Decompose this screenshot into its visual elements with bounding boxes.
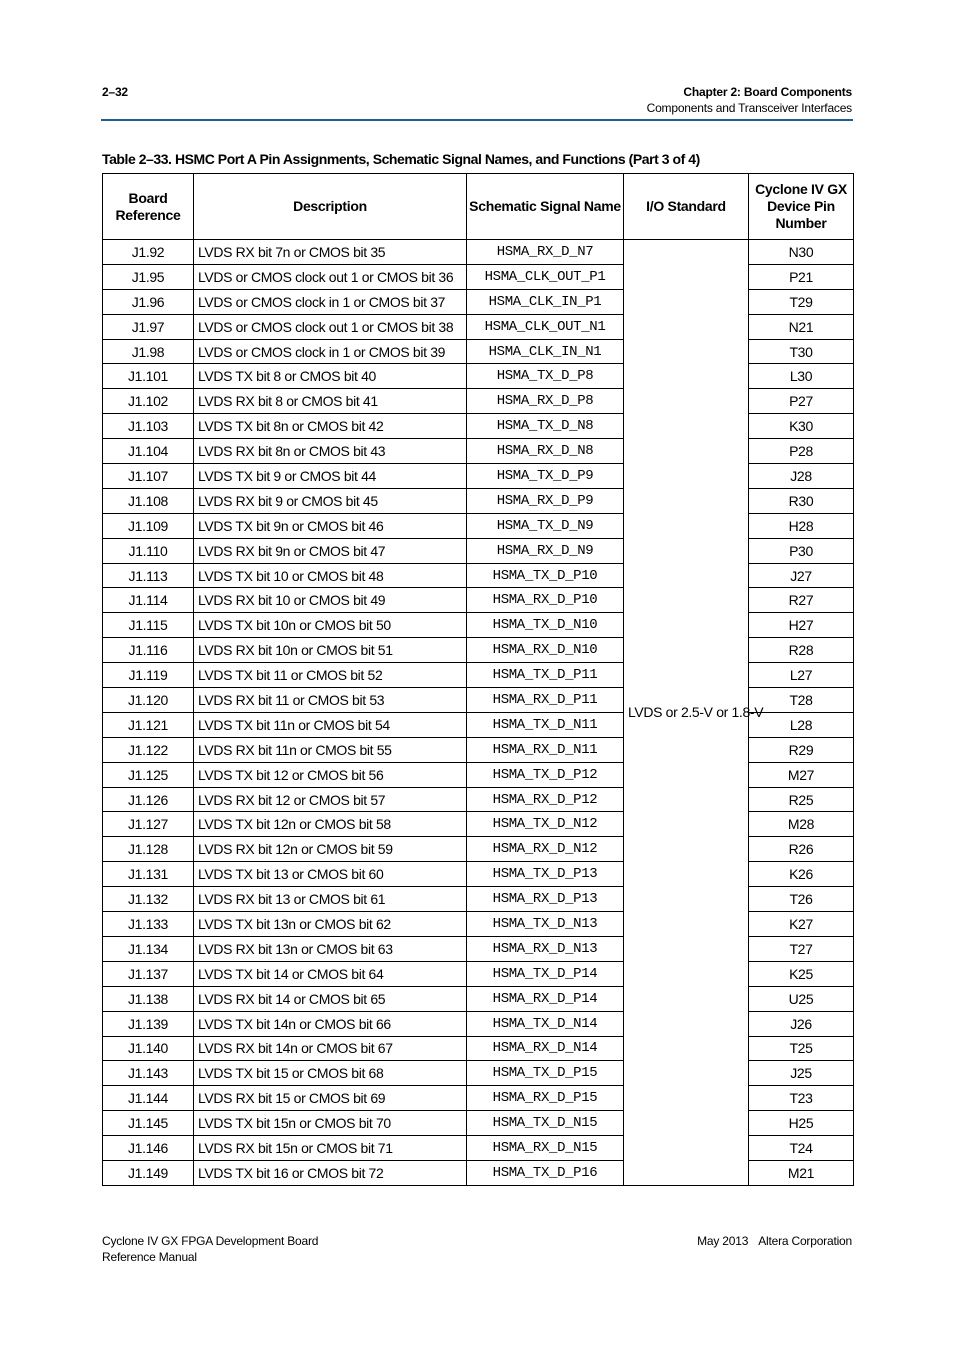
column-header-schematic-signal-name: Schematic Signal Name	[467, 174, 624, 240]
description-cell: LVDS TX bit 9 or CMOS bit 44	[194, 464, 467, 489]
signal-name-cell: HSMA_RX_D_N9	[467, 538, 624, 563]
device-pin-cell: K27	[749, 912, 854, 937]
device-pin-cell: N30	[749, 240, 854, 265]
board-reference-cell: J1.131	[103, 862, 194, 887]
device-pin-cell: T26	[749, 887, 854, 912]
table-caption: Table 2–33. HSMC Port A Pin Assignments, Schematic Signal Names, and Functions (Part 3 of 4)	[102, 151, 700, 167]
device-pin-cell: T25	[749, 1036, 854, 1061]
description-cell: LVDS RX bit 8 or CMOS bit 41	[194, 389, 467, 414]
device-pin-cell: R25	[749, 787, 854, 812]
running-header	[647, 84, 852, 116]
description-cell: LVDS RX bit 8n or CMOS bit 43	[194, 439, 467, 464]
pin-assignment-table	[102, 173, 854, 1186]
device-pin-cell: P28	[749, 439, 854, 464]
description-cell: LVDS TX bit 15 or CMOS bit 68	[194, 1061, 467, 1086]
device-pin-cell: T27	[749, 936, 854, 961]
board-reference-cell: J1.139	[103, 1011, 194, 1036]
signal-name-cell: HSMA_TX_D_P11	[467, 663, 624, 688]
board-reference-cell: J1.110	[103, 538, 194, 563]
device-pin-cell: K26	[749, 862, 854, 887]
description-cell: LVDS RX bit 15 or CMOS bit 69	[194, 1086, 467, 1111]
board-reference-cell: J1.102	[103, 389, 194, 414]
description-cell: LVDS RX bit 7n or CMOS bit 35	[194, 240, 467, 265]
device-pin-cell: L28	[749, 712, 854, 737]
board-reference-cell: J1.115	[103, 613, 194, 638]
signal-name-cell: HSMA_TX_D_N10	[467, 613, 624, 638]
device-pin-cell: R29	[749, 737, 854, 762]
signal-name-cell: HSMA_TX_D_N14	[467, 1011, 624, 1036]
description-cell: LVDS TX bit 12 or CMOS bit 56	[194, 762, 467, 787]
device-pin-cell: H27	[749, 613, 854, 638]
table-body	[103, 240, 854, 1186]
chapter-title: Chapter 2: Board Components	[683, 85, 852, 99]
board-reference-cell: J1.116	[103, 638, 194, 663]
description-cell: LVDS TX bit 10 or CMOS bit 48	[194, 563, 467, 588]
description-cell: LVDS TX bit 16 or CMOS bit 72	[194, 1160, 467, 1185]
signal-name-cell: HSMA_RX_D_P13	[467, 887, 624, 912]
board-reference-cell: J1.138	[103, 986, 194, 1011]
board-reference-cell: J1.95	[103, 264, 194, 289]
signal-name-cell: HSMA_RX_D_P8	[467, 389, 624, 414]
signal-name-cell: HSMA_TX_D_P9	[467, 464, 624, 489]
device-pin-cell: T29	[749, 289, 854, 314]
board-reference-cell: J1.134	[103, 936, 194, 961]
description-cell: LVDS RX bit 13n or CMOS bit 63	[194, 936, 467, 961]
board-reference-cell: J1.121	[103, 712, 194, 737]
signal-name-cell: HSMA_CLK_OUT_N1	[467, 314, 624, 339]
device-pin-cell: T28	[749, 688, 854, 713]
description-cell: LVDS RX bit 9 or CMOS bit 45	[194, 488, 467, 513]
column-header-device-pin: Cyclone IV GX Device Pin Number	[749, 174, 854, 240]
signal-name-cell: HSMA_RX_D_P10	[467, 588, 624, 613]
device-pin-cell: H25	[749, 1111, 854, 1136]
manual-subtitle: Reference Manual	[102, 1250, 197, 1264]
signal-name-cell: HSMA_TX_D_N8	[467, 414, 624, 439]
description-cell: LVDS RX bit 15n or CMOS bit 71	[194, 1136, 467, 1161]
device-pin-cell: K25	[749, 961, 854, 986]
board-reference-cell: J1.101	[103, 364, 194, 389]
device-pin-cell: J27	[749, 563, 854, 588]
board-reference-cell: J1.145	[103, 1111, 194, 1136]
device-pin-cell: M28	[749, 812, 854, 837]
board-reference-cell: J1.128	[103, 837, 194, 862]
description-cell: LVDS RX bit 14 or CMOS bit 65	[194, 986, 467, 1011]
signal-name-cell: HSMA_RX_D_P14	[467, 986, 624, 1011]
signal-name-cell: HSMA_RX_D_N12	[467, 837, 624, 862]
signal-name-cell: HSMA_RX_D_N14	[467, 1036, 624, 1061]
signal-name-cell: HSMA_RX_D_N11	[467, 737, 624, 762]
description-cell: LVDS TX bit 8n or CMOS bit 42	[194, 414, 467, 439]
column-header-io-standard: I/O Standard	[624, 174, 749, 240]
board-reference-cell: J1.132	[103, 887, 194, 912]
signal-name-cell: HSMA_CLK_IN_N1	[467, 339, 624, 364]
board-reference-cell: J1.122	[103, 737, 194, 762]
page-number: 2–32	[102, 85, 128, 99]
signal-name-cell: HSMA_TX_D_N9	[467, 513, 624, 538]
description-cell: LVDS RX bit 11 or CMOS bit 53	[194, 688, 467, 713]
device-pin-cell: J26	[749, 1011, 854, 1036]
io-standard-cell: LVDS or 2.5-V or 1.8-V	[624, 240, 749, 1186]
device-pin-cell: U25	[749, 986, 854, 1011]
device-pin-cell: T24	[749, 1136, 854, 1161]
device-pin-cell: P21	[749, 264, 854, 289]
description-cell: LVDS TX bit 8 or CMOS bit 40	[194, 364, 467, 389]
board-reference-cell: J1.143	[103, 1061, 194, 1086]
signal-name-cell: HSMA_RX_D_P15	[467, 1086, 624, 1111]
device-pin-cell: P27	[749, 389, 854, 414]
signal-name-cell: HSMA_TX_D_P14	[467, 961, 624, 986]
table-header-row	[103, 174, 854, 240]
footer-right	[697, 1233, 852, 1249]
description-cell: LVDS TX bit 13n or CMOS bit 62	[194, 912, 467, 937]
device-pin-cell: R27	[749, 588, 854, 613]
device-pin-cell: R26	[749, 837, 854, 862]
device-pin-cell: J28	[749, 464, 854, 489]
board-reference-cell: J1.107	[103, 464, 194, 489]
description-cell: LVDS RX bit 14n or CMOS bit 67	[194, 1036, 467, 1061]
board-reference-cell: J1.133	[103, 912, 194, 937]
description-cell: LVDS TX bit 12n or CMOS bit 58	[194, 812, 467, 837]
board-reference-cell: J1.119	[103, 663, 194, 688]
header-rule	[101, 119, 853, 121]
signal-name-cell: HSMA_CLK_OUT_P1	[467, 264, 624, 289]
signal-name-cell: HSMA_TX_D_N13	[467, 912, 624, 937]
signal-name-cell: HSMA_RX_D_P9	[467, 488, 624, 513]
board-reference-cell: J1.120	[103, 688, 194, 713]
description-cell: LVDS RX bit 12n or CMOS bit 59	[194, 837, 467, 862]
board-reference-cell: J1.104	[103, 439, 194, 464]
board-reference-cell: J1.109	[103, 513, 194, 538]
description-cell: LVDS TX bit 11 or CMOS bit 52	[194, 663, 467, 688]
board-reference-cell: J1.98	[103, 339, 194, 364]
device-pin-cell: R28	[749, 638, 854, 663]
signal-name-cell: HSMA_RX_D_N15	[467, 1136, 624, 1161]
signal-name-cell: HSMA_TX_D_P15	[467, 1061, 624, 1086]
description-cell: LVDS RX bit 10 or CMOS bit 49	[194, 588, 467, 613]
board-reference-cell: J1.127	[103, 812, 194, 837]
board-reference-cell: J1.108	[103, 488, 194, 513]
description-cell: LVDS RX bit 10n or CMOS bit 51	[194, 638, 467, 663]
signal-name-cell: HSMA_TX_D_P12	[467, 762, 624, 787]
signal-name-cell: HSMA_RX_D_N8	[467, 439, 624, 464]
device-pin-cell: R30	[749, 488, 854, 513]
device-pin-cell: H28	[749, 513, 854, 538]
column-header-board-reference: Board Reference	[103, 174, 194, 240]
signal-name-cell: HSMA_TX_D_P10	[467, 563, 624, 588]
device-pin-cell: T23	[749, 1086, 854, 1111]
board-reference-cell: J1.146	[103, 1136, 194, 1161]
description-cell: LVDS or CMOS clock in 1 or CMOS bit 37	[194, 289, 467, 314]
column-header-description: Description	[194, 174, 467, 240]
description-cell: LVDS RX bit 13 or CMOS bit 61	[194, 887, 467, 912]
board-reference-cell: J1.125	[103, 762, 194, 787]
manual-title: Cyclone IV GX FPGA Development Board	[102, 1234, 319, 1248]
description-cell: LVDS or CMOS clock out 1 or CMOS bit 38	[194, 314, 467, 339]
device-pin-cell: L27	[749, 663, 854, 688]
device-pin-cell: M27	[749, 762, 854, 787]
signal-name-cell: HSMA_TX_D_P16	[467, 1160, 624, 1185]
board-reference-cell: J1.92	[103, 240, 194, 265]
description-cell: LVDS TX bit 13 or CMOS bit 60	[194, 862, 467, 887]
board-reference-cell: J1.113	[103, 563, 194, 588]
board-reference-cell: J1.149	[103, 1160, 194, 1185]
device-pin-cell: L30	[749, 364, 854, 389]
publication-date: May 2013	[697, 1234, 749, 1248]
board-reference-cell: J1.103	[103, 414, 194, 439]
board-reference-cell: J1.96	[103, 289, 194, 314]
board-reference-cell: J1.137	[103, 961, 194, 986]
description-cell: LVDS TX bit 15n or CMOS bit 70	[194, 1111, 467, 1136]
footer-left	[102, 1233, 318, 1265]
device-pin-cell: J25	[749, 1061, 854, 1086]
section-title: Components and Transceiver Interfaces	[646, 101, 852, 115]
device-pin-cell: M21	[749, 1160, 854, 1185]
board-reference-cell: J1.140	[103, 1036, 194, 1061]
signal-name-cell: HSMA_CLK_IN_P1	[467, 289, 624, 314]
description-cell: LVDS TX bit 10n or CMOS bit 50	[194, 613, 467, 638]
signal-name-cell: HSMA_RX_D_N7	[467, 240, 624, 265]
signal-name-cell: HSMA_TX_D_N15	[467, 1111, 624, 1136]
board-reference-cell: J1.97	[103, 314, 194, 339]
description-cell: LVDS TX bit 14 or CMOS bit 64	[194, 961, 467, 986]
device-pin-cell: T30	[749, 339, 854, 364]
device-pin-cell: N21	[749, 314, 854, 339]
board-reference-cell: J1.144	[103, 1086, 194, 1111]
description-cell: LVDS TX bit 14n or CMOS bit 66	[194, 1011, 467, 1036]
signal-name-cell: HSMA_RX_D_P11	[467, 688, 624, 713]
description-cell: LVDS or CMOS clock in 1 or CMOS bit 39	[194, 339, 467, 364]
signal-name-cell: HSMA_RX_D_N10	[467, 638, 624, 663]
description-cell: LVDS or CMOS clock out 1 or CMOS bit 36	[194, 264, 467, 289]
description-cell: LVDS RX bit 11n or CMOS bit 55	[194, 737, 467, 762]
description-cell: LVDS TX bit 11n or CMOS bit 54	[194, 712, 467, 737]
signal-name-cell: HSMA_TX_D_P8	[467, 364, 624, 389]
device-pin-cell: P30	[749, 538, 854, 563]
signal-name-cell: HSMA_RX_D_N13	[467, 936, 624, 961]
signal-name-cell: HSMA_RX_D_P12	[467, 787, 624, 812]
description-cell: LVDS TX bit 9n or CMOS bit 46	[194, 513, 467, 538]
company-name: Altera Corporation	[758, 1234, 852, 1248]
board-reference-cell: J1.126	[103, 787, 194, 812]
description-cell: LVDS RX bit 9n or CMOS bit 47	[194, 538, 467, 563]
table-row	[103, 240, 854, 265]
board-reference-cell: J1.114	[103, 588, 194, 613]
device-pin-cell: K30	[749, 414, 854, 439]
signal-name-cell: HSMA_TX_D_N12	[467, 812, 624, 837]
signal-name-cell: HSMA_TX_D_P13	[467, 862, 624, 887]
signal-name-cell: HSMA_TX_D_N11	[467, 712, 624, 737]
description-cell: LVDS RX bit 12 or CMOS bit 57	[194, 787, 467, 812]
